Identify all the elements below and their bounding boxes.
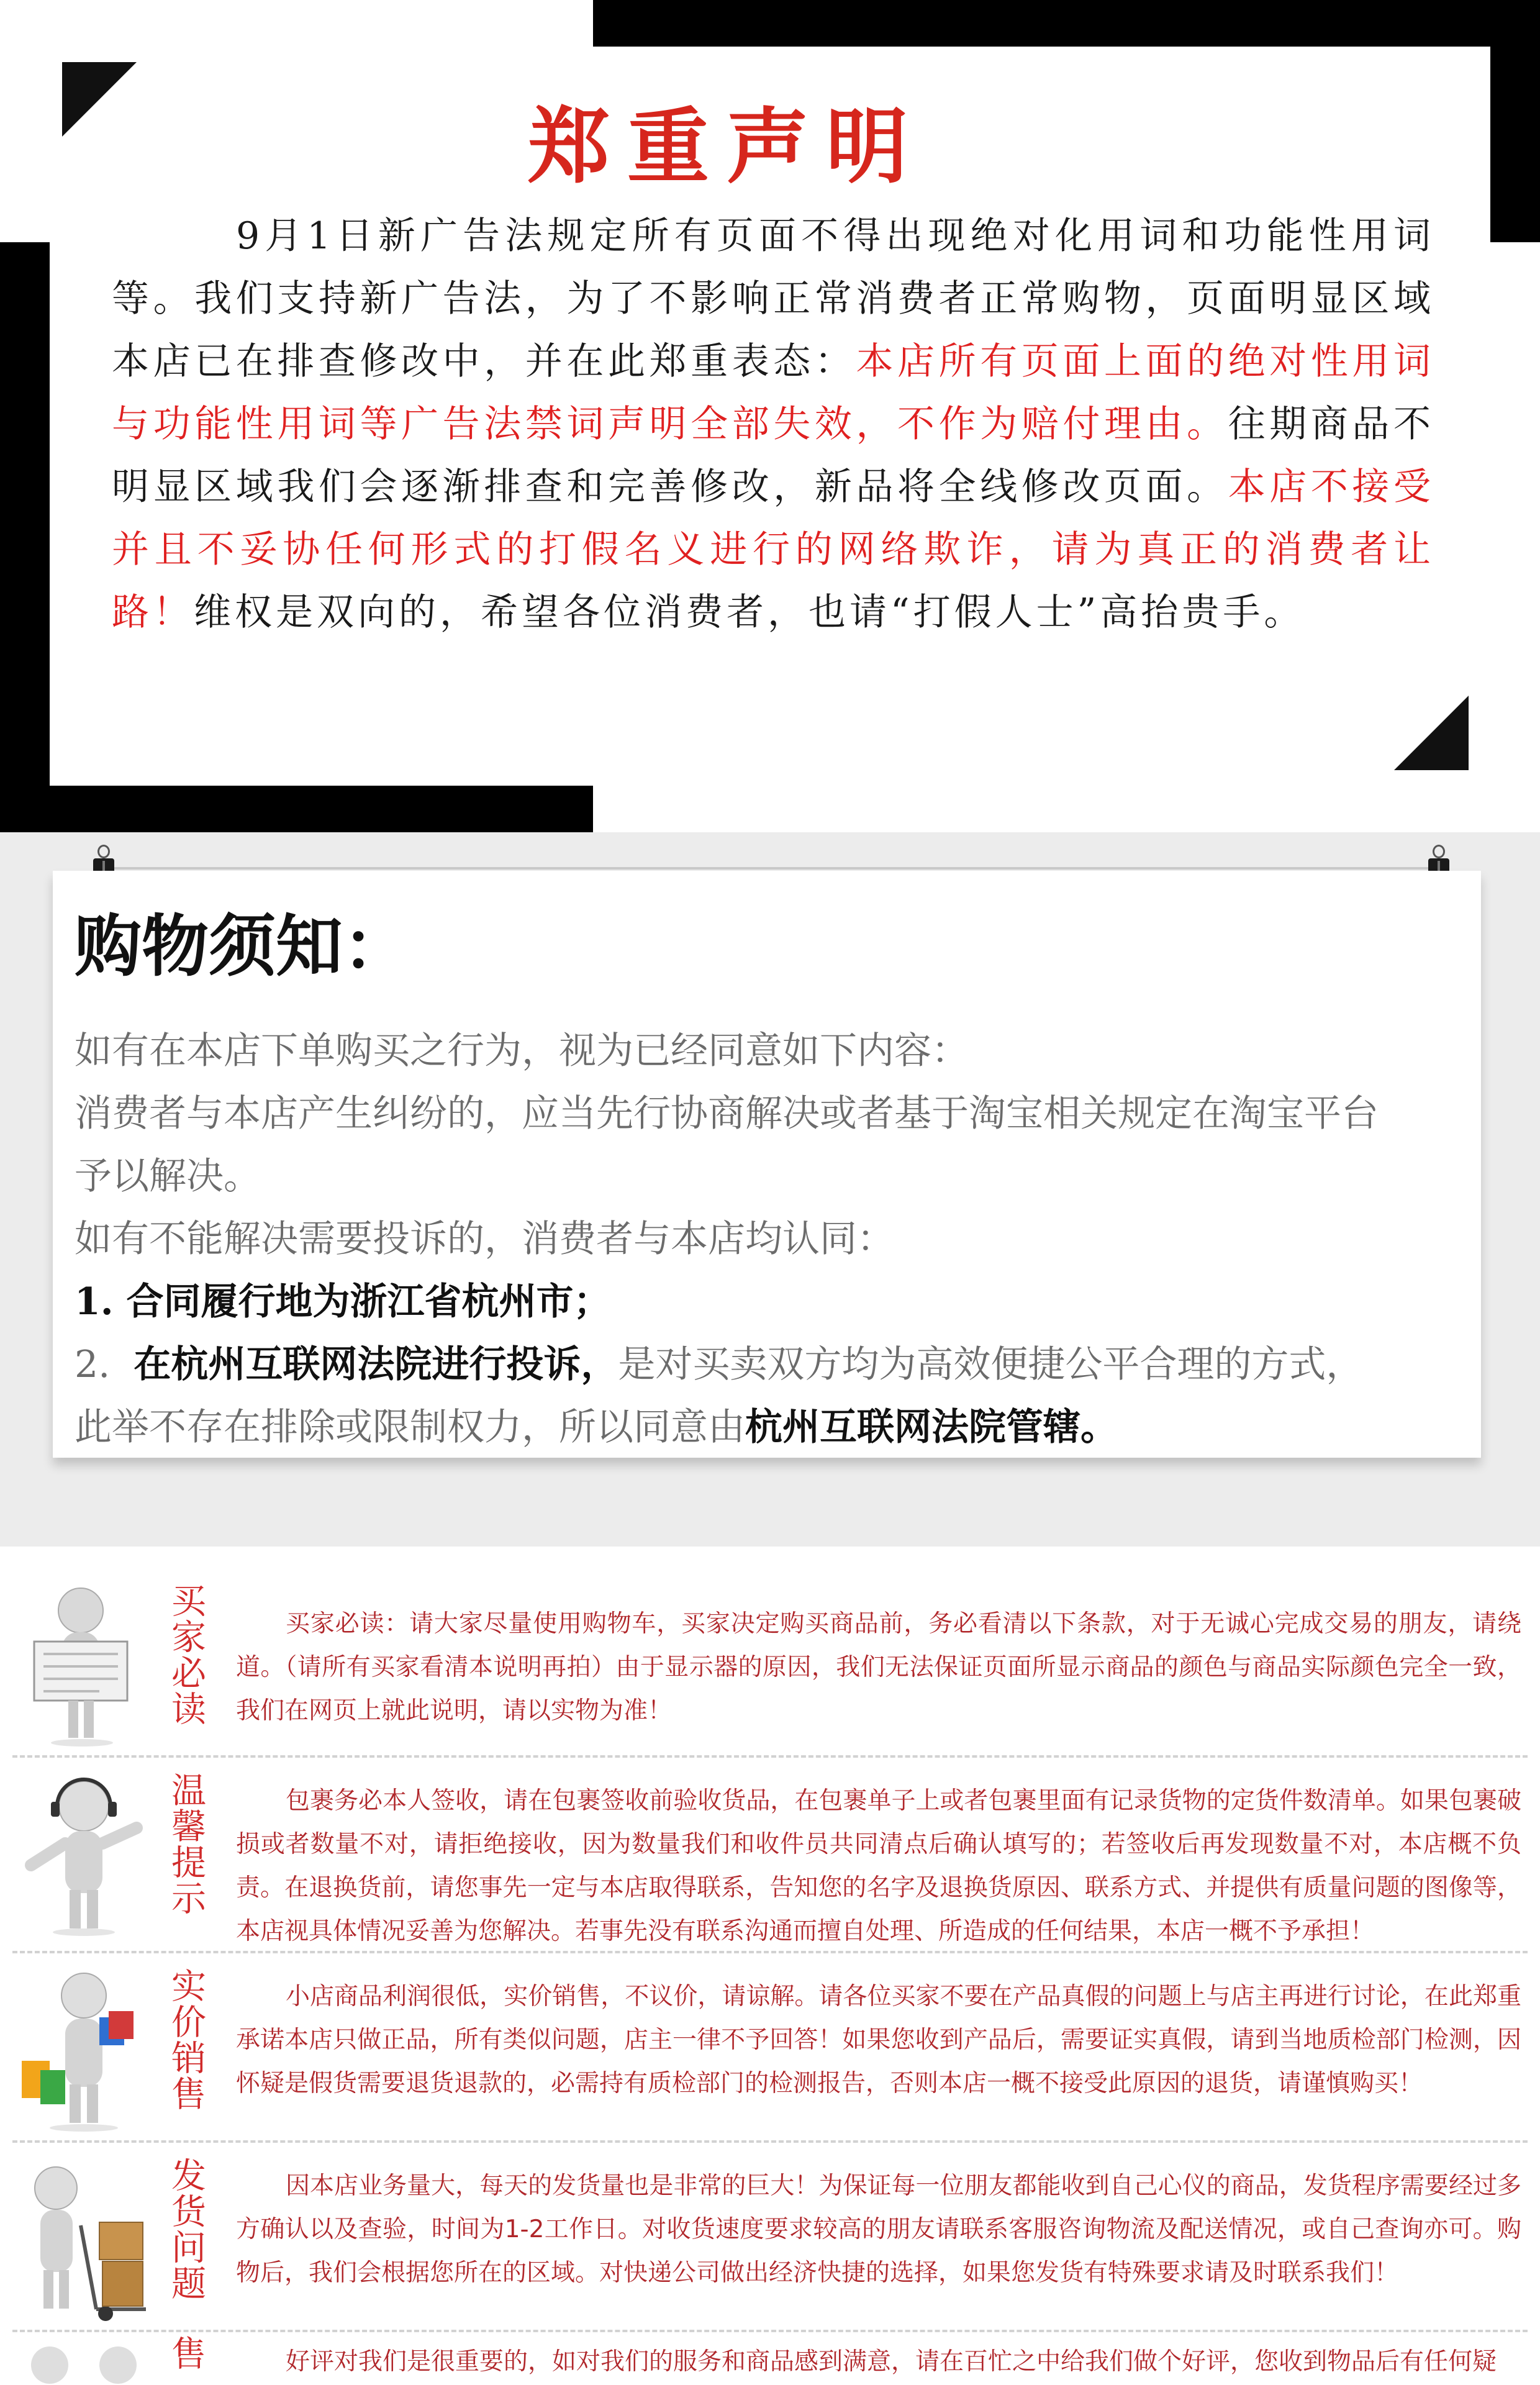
statement-title: 郑重声明 — [528, 99, 925, 195]
section-text — [236, 2165, 1521, 2295]
statement-text: 维权是双向的，希望各位消费者，也请“打假人士”高抬贵手。 — [194, 591, 1305, 634]
headset-person-icon — [12, 1772, 155, 1940]
black-frame-bottom — [0, 786, 593, 832]
notice-line-bold: 杭州互联网法院管辖。 — [745, 1406, 1118, 1449]
section-title: 实价销售 — [166, 1968, 206, 2112]
section-paragraph: 因本店业务量大，每天的发货量也是非常的巨大！为保证每一位朋友都能收到自己心仪的商品，发货程序需要经过多方确认以及查验，时间为1-2工作日。对收货速度要求较高的朋友请联系客服咨询物流及配送情况，或自己查询亦可。购物后，我们会根据您所在的区域。对快递公司做出经济快捷的选择，如果您发货有特殊要求请及时联系我们！ — [236, 2172, 1521, 2287]
section-text — [236, 2340, 1521, 2384]
info-sections — [0, 1547, 1540, 2385]
notice-item-text: 是对买卖双方均为高效便捷公平合理的方式， — [618, 1343, 1364, 1386]
dashed-divider — [12, 1951, 1528, 1953]
section-paragraph: 好评对我们是很重要的，如对我们的服务和商品感到满意，请在百忙之中给我们做个好评，您收到物品后有任何疑 — [286, 2348, 1497, 2376]
notice-title: 购物须知： — [75, 907, 410, 986]
notice-line: 消费者与本店产生纠纷的，应当先行协商解决或者基于淘宝相关规定在淘宝平台 — [75, 1092, 1379, 1135]
section-paragraph: 包裹务必本人签收，请在包裹签收前验收货品，在包裹单子上或者包裹里面有记录货物的定货件数清单。如果包裹破损或者数量不对，请拒绝接收，因为数量我们和收件员共同清点后确认填写的；若签收后再发现数量不对，本店概不负责。在退换货前，请您事先一定与本店取得联系，告知您的名字及退换货原因、联系方式、并提供有质量问题的图像等，本店视具体情况妥善为您解决。若事先没有联系沟通而擅自处理、所造成的任何结果，本店一概不予承担！ — [236, 1787, 1521, 1945]
section-title: 买家必读 — [166, 1583, 206, 1727]
section-row — [0, 2146, 1540, 2332]
section-title: 售 — [166, 2335, 206, 2371]
black-frame-left — [0, 242, 50, 832]
section-row — [0, 1956, 1540, 2143]
shopping-notice-section — [0, 832, 1540, 1547]
statement-text: 往期商品不明显区域我们会逐渐排查和完善修改，新品将全线修改页面。 — [112, 402, 1435, 509]
dashed-divider — [12, 1755, 1528, 1758]
notice-line: 如有在本店下单购买之行为，视为已经同意如下内容： — [75, 1029, 969, 1073]
section-text — [236, 1779, 1521, 1953]
section-row — [0, 1571, 1540, 1758]
section-text — [236, 1602, 1521, 1733]
black-frame-top — [593, 0, 1540, 47]
section-paragraph: 小店商品利润很低，实价销售，不议价，请谅解。请各位买家不要在产品真假的问题上与店主再进行讨论，在此郑重承诺本店只做正品，所有类似问题，店主一律不予回答！如果您收到产品后，需要证实真假，请到当地质检部门检测，因怀疑是假货需要退货退款的，必需持有质检部门的检测报告，否则本店一概不接受此原因的退货，请谨慎购买！ — [236, 1983, 1521, 2097]
notice-body — [75, 1020, 1459, 1459]
statement-emphasis: 本店不接受并且不妥协任何形式的打假名义进行的网络欺诈，请为真正的消费者让路！ — [112, 465, 1435, 634]
notice-line-text: 此举不存在排除或限制权力，所以同意由 — [75, 1406, 745, 1449]
notice-item — [75, 1333, 1459, 1396]
section-title: 温馨提示 — [166, 1772, 206, 1916]
person-icon — [12, 2340, 155, 2385]
dashed-divider — [12, 2140, 1528, 2143]
statement-emphasis: 本店所有页面上面的绝对性用词与功能性用词等广告法禁词声明全部失效，不作为赔付理由。 — [112, 340, 1435, 446]
statement-body — [112, 205, 1434, 644]
section-title: 发货问题 — [166, 2157, 206, 2301]
statement-section — [0, 0, 1540, 832]
shopping-person-icon — [12, 1968, 155, 2135]
notice-line — [75, 1396, 1459, 1459]
newspaper-person-icon — [12, 1583, 155, 1750]
section-row — [0, 1761, 1540, 1953]
notice-item — [75, 1271, 1459, 1333]
dashed-divider — [12, 2330, 1528, 2332]
handtruck-person-icon — [12, 2157, 155, 2325]
section-paragraph: 买家必读：请大家尽量使用购物车，买家决定购买商品前，务必看清以下条款，对于无诚心完成交易的朋友，请绕道。（请所有买家看清本说明再拍）由于显示器的原因，我们无法保证页面所显示商品的颜色与商品实际颜色完全一致，我们在网页上就此说明，请以实物为准！ — [236, 1610, 1521, 1725]
notice-line: 予以解决。 — [75, 1155, 261, 1198]
corner-triangle-icon — [1394, 696, 1469, 770]
section-text — [236, 1975, 1521, 2106]
black-frame-right — [1490, 0, 1540, 242]
notice-item-number: 2. — [75, 1343, 111, 1386]
notice-card — [53, 871, 1481, 1458]
section-row — [0, 2335, 1540, 2385]
notice-item-text: 1. 合同履行地为浙江省杭州市； — [75, 1280, 611, 1324]
notice-item-bold: 在杭州互联网法院进行投诉， — [134, 1343, 618, 1386]
statement-text: 9月1日新广告法规定所有页面不得出现绝对化用词和功能性用词等。我们支持新广告法，为了不影响正常消费者正常购物，页面明显区域本店已在排查修改中，并在此郑重表态： — [112, 214, 1434, 383]
hanging-string — [102, 867, 1444, 870]
notice-line: 如有不能解决需要投诉的，消费者与本店均认同： — [75, 1217, 894, 1261]
